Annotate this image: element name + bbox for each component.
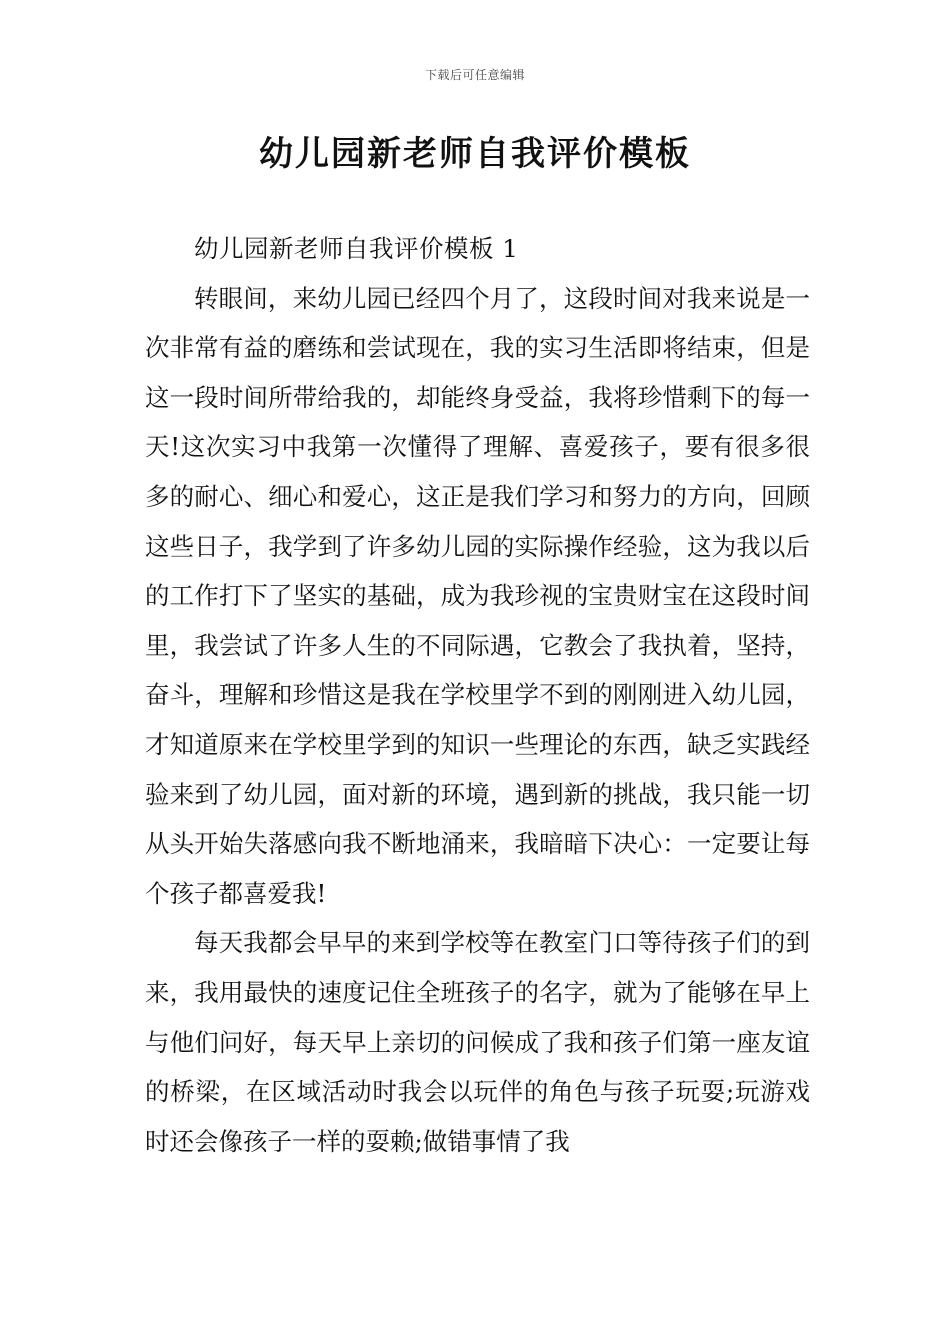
header-note: 下载后可任意编辑 — [424, 68, 525, 82]
document-title: 幼儿园新老师自我评价模板 — [259, 134, 691, 174]
body-paragraph: 转眼间，来幼儿园已经四个月了，这段时间对我来说是一次非常有益的磨练和尝试现在，我的实习生活即将结束，但是这一段时间所带给我的，却能终身受益，我将珍惜剩下的每一天!这次实习中我第一次懂得了理解、喜爱孩子，要有很多很多的耐心、细心和爱心，这正是我们学习和努力的方向，回顾这些日子，我学到了许多幼儿园的实际操作经验，这为我以后的工作打下了坚实的基础，成为我珍视的宝贵财宝在这段时间里，我尝试了许多人生的不同际遇，它教会了我执着，坚持，奋斗，理解和珍惜这是我在学校里学不到的刚刚进入幼儿园，才知道原来在学校里学到的知识一些理论的东西，缺乏实践经验来到了幼儿园，面对新的环境，遇到新的挑战，我只能一切从头开始失落感向我不断地涌来，我暗暗下决心：一定要让每个孩子都喜爱我! — [145, 283, 810, 908]
document-body — [145, 224, 810, 1166]
body-paragraph: 每天我都会早早的来到学校等在教室门口等待孩子们的到来，我用最快的速度记住全班孩子的名字，就为了能够在早上与他们问好，每天早上亲切的问候成了我和孩子们第一座友谊的桥梁，在区域活动时我会以玩伴的角色与孩子玩耍;玩游戏时还会像孩子一样的耍赖;做错事情了我 — [145, 928, 810, 1156]
section-heading: 幼儿园新老师自我评价模板 1 — [194, 234, 519, 263]
